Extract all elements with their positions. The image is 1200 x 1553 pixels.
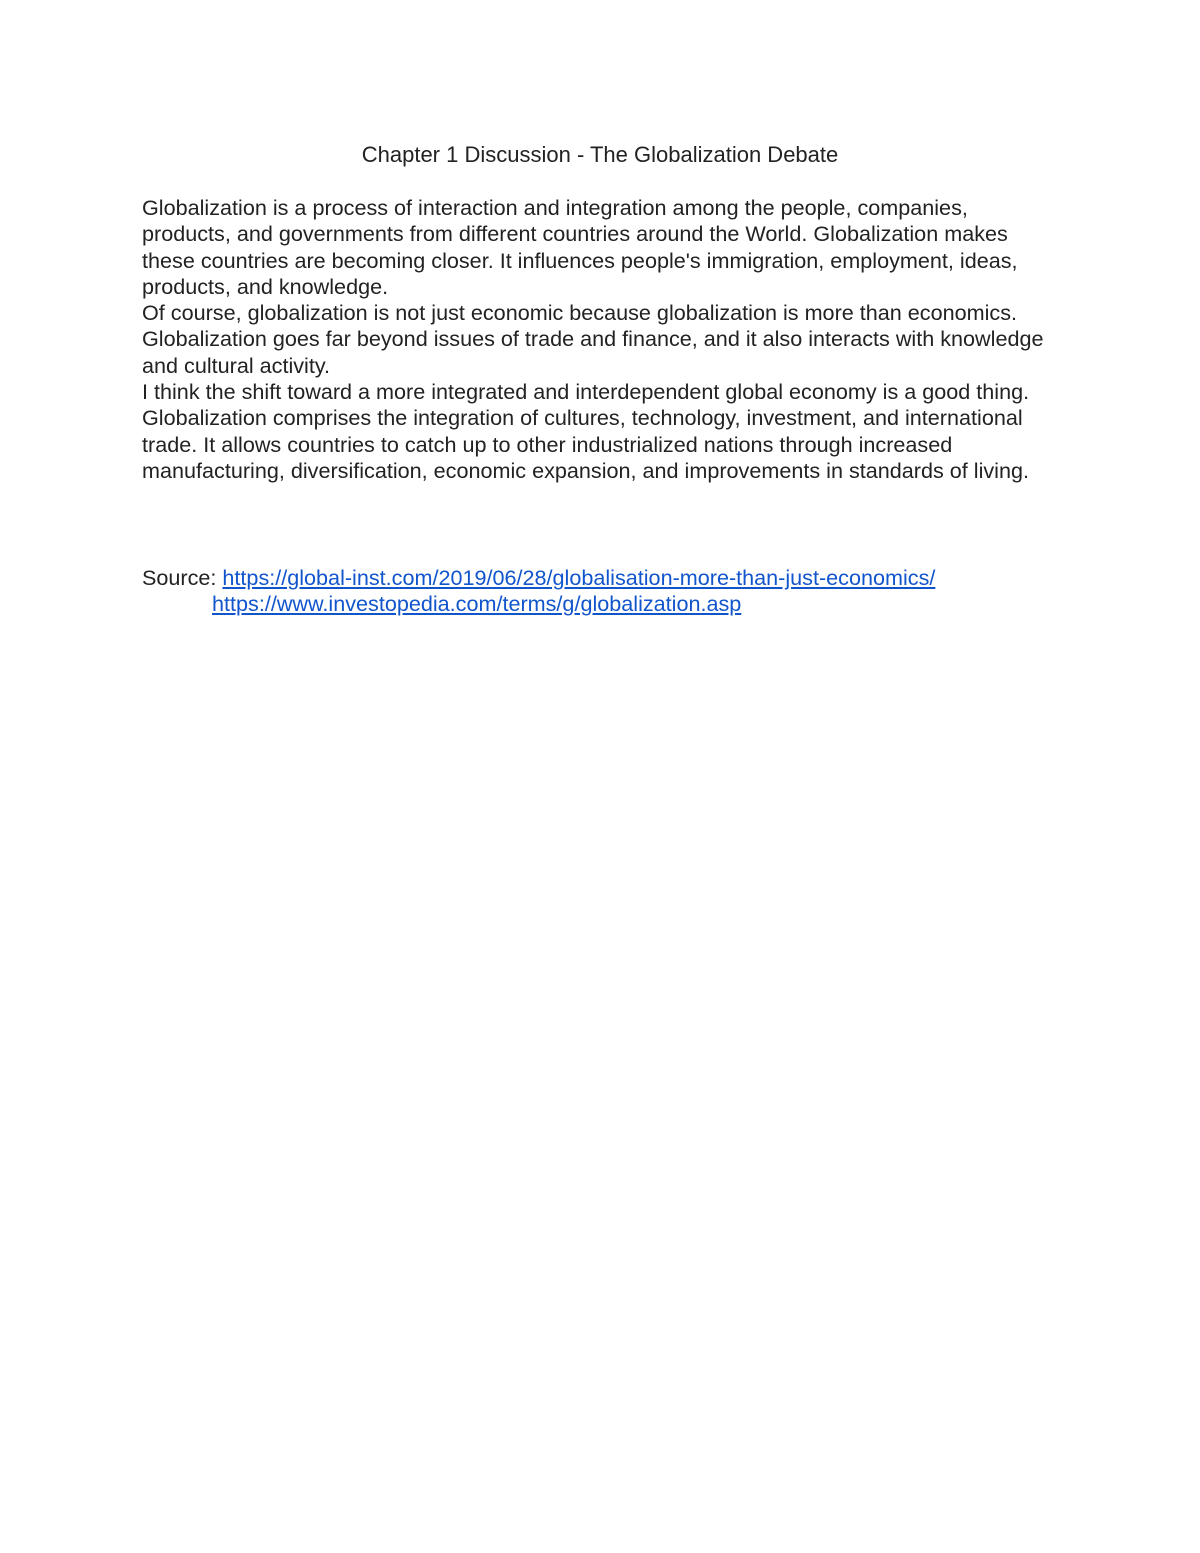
paragraph-3: I think the shift toward a more integrated and interdependent global economy is a good thing. Globalization comprises the integration of cultures, technology, investment, and international trade. It allows countries to catch up to other industrialized nations through increased manufacturing, diversification, economic expansion, and improvements in standards of living. bbox=[142, 379, 1030, 483]
source-link-2[interactable]: https://www.investopedia.com/terms/g/globalization.asp bbox=[212, 591, 742, 617]
sources-section bbox=[142, 565, 1102, 618]
paragraph-2: Of course, globalization is not just economic because globalization is more than economics. Globalization goes far beyond issues of trade and finance, and it also interacts with knowledge and cultural activity. bbox=[142, 300, 1044, 378]
document-title: Chapter 1 Discussion - The Globalization Debate bbox=[361, 142, 839, 167]
source-link-1[interactable]: https://global-inst.com/2019/06/28/globalisation-more-than-just-economics/ bbox=[222, 565, 936, 590]
source-label: Source: bbox=[142, 565, 217, 590]
source-line-1 bbox=[142, 565, 1102, 591]
document-body bbox=[142, 195, 1062, 484]
source-line-2 bbox=[142, 591, 1102, 617]
paragraph-1: Globalization is a process of interaction and integration among the people, companies, products, and governments from different countries around the World. Globalization makes these countries are becoming closer. It influences people's immigration, employment, ideas, products, and knowledge. bbox=[142, 195, 1018, 299]
